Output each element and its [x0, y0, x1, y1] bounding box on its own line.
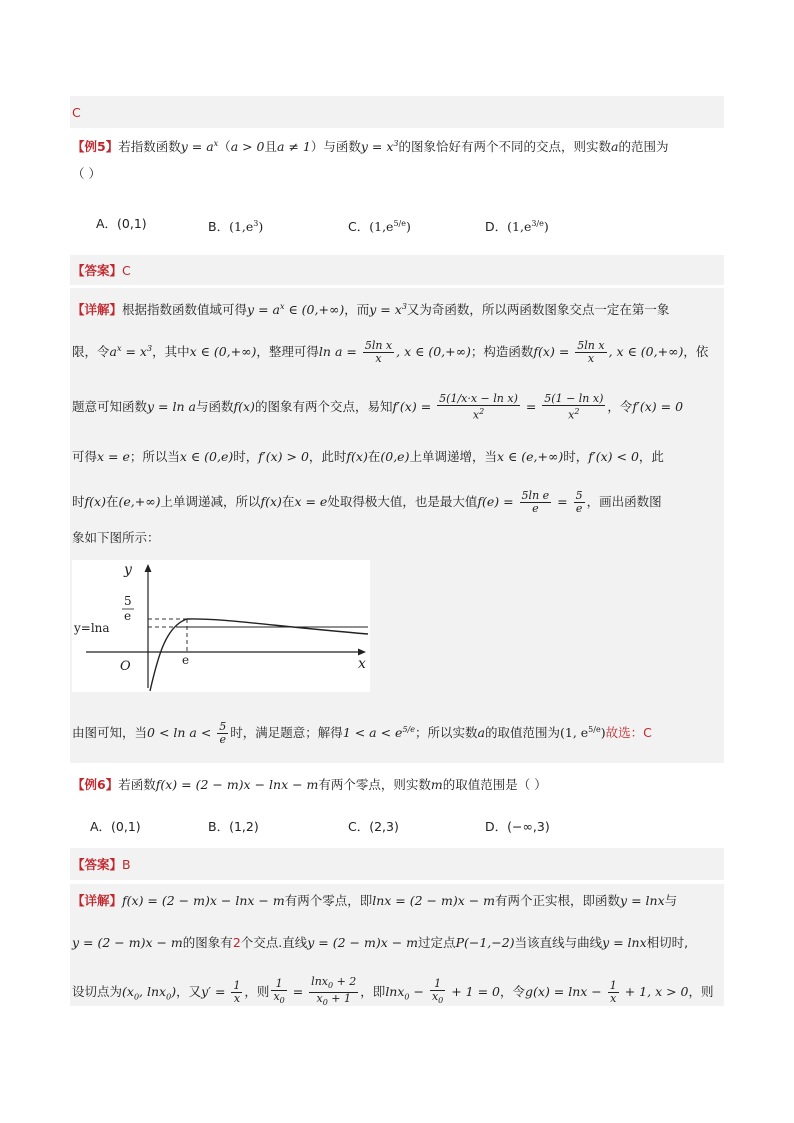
- ex6-option-b: B．(1,2): [208, 819, 259, 834]
- ex6-detail-line3: 设切点为($x_0$, lnx$_0$)，又y′ = $\frac{1}{x}$ ，则 $\frac{1}{x_0}$ = $\frac{\ln x_0 + 2}{x_0 + 1}$ ，即lnx$_0$ − $\frac{1}{x_0}$ + 1 = 0，令g(x) = lnx − $\frac{1}{x}$ + 1, x > 0，则: [72, 975, 714, 1008]
- ex5-option-c: C．$(1,e^{5/e})$: [348, 219, 411, 235]
- ex6-option-c: C．(2,3): [348, 819, 399, 834]
- tick-5-label: 5: [124, 594, 132, 608]
- ex6-stem: 【例6】若函数f(x) = (2 − m)x − lnx − m有两个零点，则实数m的取值范围是（ ）: [72, 777, 547, 792]
- prev-answer: C: [72, 105, 81, 120]
- ex5-option-d: D．$(1,e^{3/e})$: [485, 219, 549, 235]
- y-axis-label: y: [124, 562, 132, 578]
- ex6-option-d: D．(−∞,3): [485, 819, 550, 834]
- ex6-option-a: A．(0,1): [90, 819, 141, 834]
- ex5-detail-line4: 可得x = e；所以当x ∈ (0,e)时，f′(x) > 0，此时f(x)在(0,e)上单调递增，当x ∈ (e,+∞)时，f′(x) < 0，此: [72, 449, 664, 464]
- ex5-option-b: B．$(1,e^3)$: [208, 219, 264, 235]
- function-graph: [72, 560, 370, 692]
- ex6-tag: 【例6】: [72, 777, 119, 792]
- y-lna-label: y=lna: [74, 621, 110, 635]
- ex5-conclusion: 由图可知，当0 < ln a < $\frac{5}{e}$ 时，满足题意；解得$1 < a < e^{5/e}$；所以实数a的取值范围为(1, $e^{5/e}$)故选：C: [72, 720, 652, 747]
- ex5-detail-line1: 【详解】根据指数函数值域可得$y = a^x$ ∈ (0,+∞)，而$y = x^3$又为奇函数，所以两函数图象交点一定在第一象: [72, 302, 670, 318]
- ex5-option-a: A．(0,1): [96, 216, 147, 231]
- ex5-detail-line2: 限，令$a^x = x^3$，其中x ∈ (0,+∞)，整理可得ln a = $\frac{\text{5ln x}}{x}$ , x ∈ (0,+∞)；构造函数f(x) = $\frac{\text{5ln x}}{x}$ , x ∈ (0,+∞)，依: [72, 339, 709, 366]
- ex6-detail-line2: y = (2 − m)x − m的图象有2个交点.直线y = (2 − m)x − m过定点P(−1,−2)当该直线与曲线y = lnx相切时,: [72, 935, 689, 950]
- ex5-answer: 【答案】C: [72, 263, 131, 278]
- ex6-answer: 【答案】B: [72, 857, 131, 872]
- ex5-detail-line6: 象如下图所示：: [72, 530, 160, 545]
- ex5-detail-line3: 题意可知函数y = ln a与函数f(x)的图象有两个交点，易知f′(x) = $\frac{\text{5(1/x·x − ln x)}}{x^2}$ = $\frac{\text{5(1 − ln x)}}{x^2}$ ，令f′(x) = 0: [72, 392, 684, 422]
- x-axis-label: x: [358, 656, 366, 672]
- origin-label: O: [120, 659, 131, 674]
- ex5-detail-line5: 时f(x)在(e,+∞)上单调递减，所以f(x)在x = e处取得极大值，也是最大值f(e) = $\frac{\text{5ln e}}{e}$ = $\frac{5}{e}$ ，画出函数图: [72, 489, 662, 515]
- tick-e-den: e: [124, 609, 132, 623]
- x-tick-e-label: e: [182, 653, 190, 667]
- ex5-tag: 【例5】: [72, 139, 119, 155]
- ex5-stem-line1: 【例5】若指数函数$y = a^x(a > 0$且a ≠ 1）与函数$y = x^3$的图象恰好有两个不同的交点，则实数a的范围为: [72, 139, 669, 155]
- ex6-detail-line1: 【详解】f(x) = (2 − m)x − lnx − m有两个零点，即lnx = (2 − m)x − m有两个正实根，即函数y = lnx与: [72, 893, 678, 908]
- ex5-stem-paren: （ ）: [72, 166, 101, 181]
